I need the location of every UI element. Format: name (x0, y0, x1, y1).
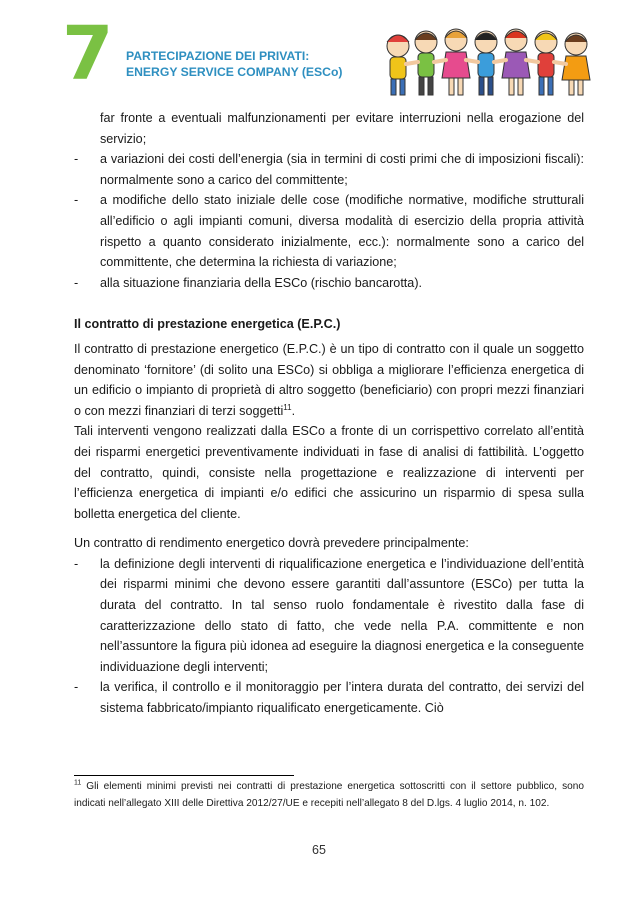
list-item (74, 554, 584, 678)
child-3 (442, 29, 470, 95)
list-item (74, 677, 584, 718)
footnote-separator (74, 775, 294, 776)
paragraph-end: . (291, 403, 296, 418)
chapter-title-line1: PARTECIPAZIONE DEI PRIVATI: (126, 49, 310, 63)
list-dash: - (74, 193, 79, 208)
paragraph: Tali interventi vengono realizzati dalla ESCo a fronte di un corrispettivo correlato all’entità dei risparmi energetici preventivamente individuati in fase di analisi di fattibilità. L’oggetto del contratto, quindi, consiste nella progettazione e realizzazione di interventi per l’efficienza energetica di impianti e/o edifici che assicurino un risparmio di spesa sulla bolletta energetica del cliente. (74, 424, 584, 521)
page-number: 65 (312, 843, 326, 857)
paragraph-text: Il contratto di prestazione energetico (E.P.C.) è un tipo di contratto con il quale un soggetto denominato ‘fornitore’ (di solito una ESCo) si obbliga a migliorare l’efficienza energetica di un edificio o impianto di proprietà di altro soggetto (beneficiario) con propri mezzi finanziari o con mezzi finanziari di terzi soggetti (74, 341, 584, 418)
footnote (74, 779, 584, 812)
section-heading: Il contratto di prestazione energetica (E.P.C.) (74, 317, 341, 332)
list-item (74, 190, 584, 272)
list-item-text: a variazioni dei costi dell’energia (sia in termini di costi primi che di imposizioni fiscali): normalmente sono a carico del committente; (100, 152, 584, 187)
footnote-text: Gli elementi minimi previsti nei contratti di prestazione energetica sottoscritti con il settore pubblico, sono indicati nell’allegato XIII delle Direttiva 2012/27/UE e recepiti nell’allegato 8 del D.lgs. 4 luglio 2014, n. 102. (74, 781, 584, 809)
chapter-title (126, 48, 342, 80)
continued-list-item: far fronte a eventuali malfunzionamenti per evitare interruzioni nella erogazione del servizio; (100, 111, 584, 146)
footnote-number: 11 (74, 779, 82, 787)
list-dash: - (74, 152, 79, 167)
list-item-text: la verifica, il controllo e il monitoraggio per l’intera durata del contratto, dei servizi del sistema fabbricato/impianto riqualificato energeticamente. Ciò (100, 680, 584, 716)
paragraph (74, 339, 584, 421)
chapter-title-line2: ENERGY SERVICE COMPANY (ESCo) (126, 65, 343, 79)
list-dash: - (74, 275, 79, 290)
footnote-reference[interactable]: 11 (283, 402, 292, 412)
list-item-text: la definizione degli interventi di riqualificazione energetica e l’individuazione dell’entità dei risparmi minimi che devono essere garantiti dall’assuntore (ESCo) per tutta la durata del contratto. In tal senso ruolo fondamentale è rivestito dalla fase di caratterizzazione dello stato di fatto, che vede nella P.A. committente e non nell’assuntore la figura più idonea ad eseguire la diagnosi energetica e la conseguente individuazione degli interventi; (100, 556, 584, 674)
list-dash: - (74, 556, 79, 571)
list-item (74, 149, 584, 190)
page-body (74, 108, 584, 719)
page-header (62, 11, 602, 100)
paragraph: Un contratto di rendimento energetico dovrà prevedere principalmente: (74, 536, 469, 551)
list-item-text: a modifiche dello stato iniziale delle cose (modifiche normative, modifiche strutturali all’edificio o agli impianti comuni, diversa modalità di esercizio della propria attività rispetto a quanto considerato inizialmente, ecc.): normalmente sono a carico del committente, che determina la richiesta di variazione; (100, 193, 584, 270)
child-5 (502, 29, 530, 95)
list-item-text: alla situazione finanziaria della ESCo (rischio bancarotta). (100, 275, 423, 290)
chapter-number: 7 (62, 11, 112, 97)
list-item (74, 273, 584, 294)
children-illustration (380, 20, 602, 100)
list-dash: - (74, 680, 79, 695)
